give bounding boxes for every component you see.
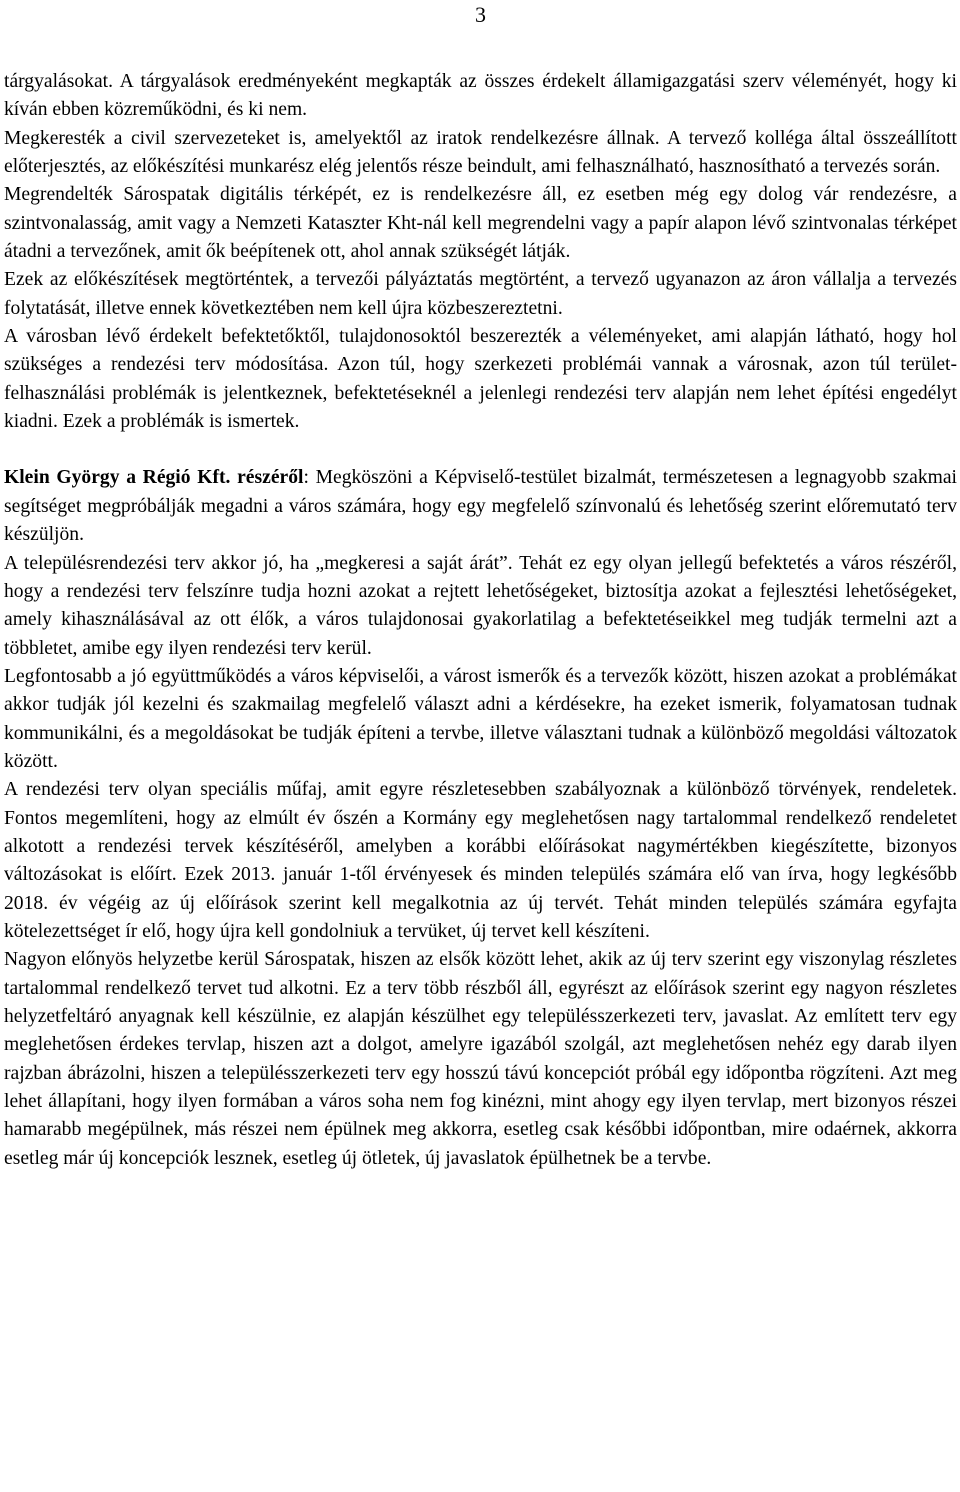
speaker-text: Megköszöni a Képviselő-testület bizalmát, természetesen a legnagyobb szakmai segítséget megpróbálják megadni a város számára, hogy egy megfelelő színvonalú és lehetőség szerint előremutató terv készüljön. [4,467,957,546]
paragraph: Legfontosabb a jó együttműködés a város képviselői, a várost ismerők és a tervezők között, hiszen azokat a problémákat akkor tudják jól kezelni és szakmailag megfelelő választ adni a kérdésekre, ha ezeket ismerik, folyamatosan tudnak kommunikálni, és a megoldásokat be tudják építeni a tervbe, illetve választani tudnak a különböző megoldási változatok között. [4,665,957,772]
paragraph: Megrendelték Sárospatak digitális térképét, ez is rendelkezésre áll, ez esetben még egy dolog vár rendezésre, a szintvonalasság, amit vagy a Nemzeti Kataszter Kht-nál kell megrendelni vagy a papír alapon lévő szintvonalas térképet átadni a tervezőnek, amit ők beépítenek ott, ahol annak szükségét látják. [4,184,957,263]
paragraph: Nagyon előnyös helyzetbe kerül Sárospatak, hiszen az elsők között lehet, akik az új terv szerint egy viszonylag részletes tartalommal rendelkező tervet tud alkotni. Ez a terv több részből áll, egyrészt az előírások szerint egy nagyon részletes helyzetfeltáró anyagnak kell készülnie, ez alapján készülhet egy településszerkezeti terv, javaslat. Az említett terv egy meglehetősen érdekes tervlap, hiszen azt a dolgot, amelyre igazából szolgál, azt meglehetősen nehéz egy darab ilyen rajzban ábrázolni, hiszen a településszerkezeti terv egy hosszú távú koncepciót próbál egy időpontba rögzíteni. Azt meg lehet állapítani, hogy ilyen formában a város soha nem fog kinézni, mint ahogy egy ilyen tervlap, mert bizonyos részei hamarabb megépülnek, más részei nem épülnek meg akkorra, esetleg csak későbbi időpontban, mire odaérnek, akkorra esetleg már új koncepciók lesznek, esetleg új ötletek, új javaslatok épülhetnek be a tervbe. [4,949,957,1169]
paragraph: Megkeresték a civil szervezeteket is, amelyektől az iratok rendelkezésre állnak. A tervező kolléga által összeállított előterjesztés, az előkészítési munkarész elég jelentős része beindult, ami felhasználható, hasznosítható a tervezés során. [4,127,957,178]
paragraph: tárgyalásokat. A tárgyalások eredményeként megkapták az összes érdekelt államigazgatási szerv véleményét, hogy ki kíván ebben közreműködni, és ki nem. [4,71,957,121]
speaker-role: részéről [237,467,304,489]
speaker-name: Klein György a Régió Kft. [4,467,231,489]
speaker-colon: : [303,467,309,489]
paragraph: Ezek az előkészítések megtörténtek, a tervezői pályáztatás megtörtént, a tervező ugyanazon az áron vállalja a tervezés folytatását, illetve ennek következtében nem kell újra közbeszereztetni. [4,269,957,319]
paragraph: A településrendezési terv akkor jó, ha „megkeresi a saját árát”. Tehát ez egy olyan jellegű befektetés a város részéről, hogy a rendezési terv felszínre tudja hozni azokat a rejtett lehetőségeket, biztosítja azokat a fejlesztési lehetőségeket, amely kihasználásával az ott élők, a város tulajdonosai gyakorlatilag a befektetéseikkel meg tudják termelni azt a többletet, amibe egy ilyen rendezési terv kerül. [4,552,957,659]
paragraph: A városban lévő érdekelt befektetőktől, tulajdonosoktól beszerezték a véleményeket, ami alapján látható, hogy hol szükséges a rendezési terv módosítása. Azon túl, hogy szerkezeti problémái vannak a városnak, azon túl terület-felhasználási problémák is jelentkeznek, befektetéseknél a jelenlegi rendezési terv alapján nem lehet építési engedélyt kiadni. Ezek a problémák is ismertek. [4,326,957,433]
document-body [4,68,957,1173]
page-number: 3 [475,2,486,27]
speaker-paragraph [4,464,957,549]
paragraph: A rendezési terv olyan speciális műfaj, amit egyre részletesebben szabályoznak a különböző törvények, rendeletek. Fontos megemlíteni, hogy az elmúlt év őszén a Kormány egy meglehetősen nagy tartalommal rendelkező rendeletet alkotott a rendezési tervek készítéséről, amelyben a korábbi előírásokat nagymértékben kiegészítette, bizonyos változásokat is előírt. Ezek 2013. január 1-től érvényesek és minden település számára elő van írva, hogy legkésőbb 2018. év végéig az új előírások szerint kell megalkotnia az új tervét. Tehát minden település számára egyfajta kötelezettséget ír elő, hogy újra kell gondolniuk a tervüket, új tervet kell készíteni. [4,779,957,942]
